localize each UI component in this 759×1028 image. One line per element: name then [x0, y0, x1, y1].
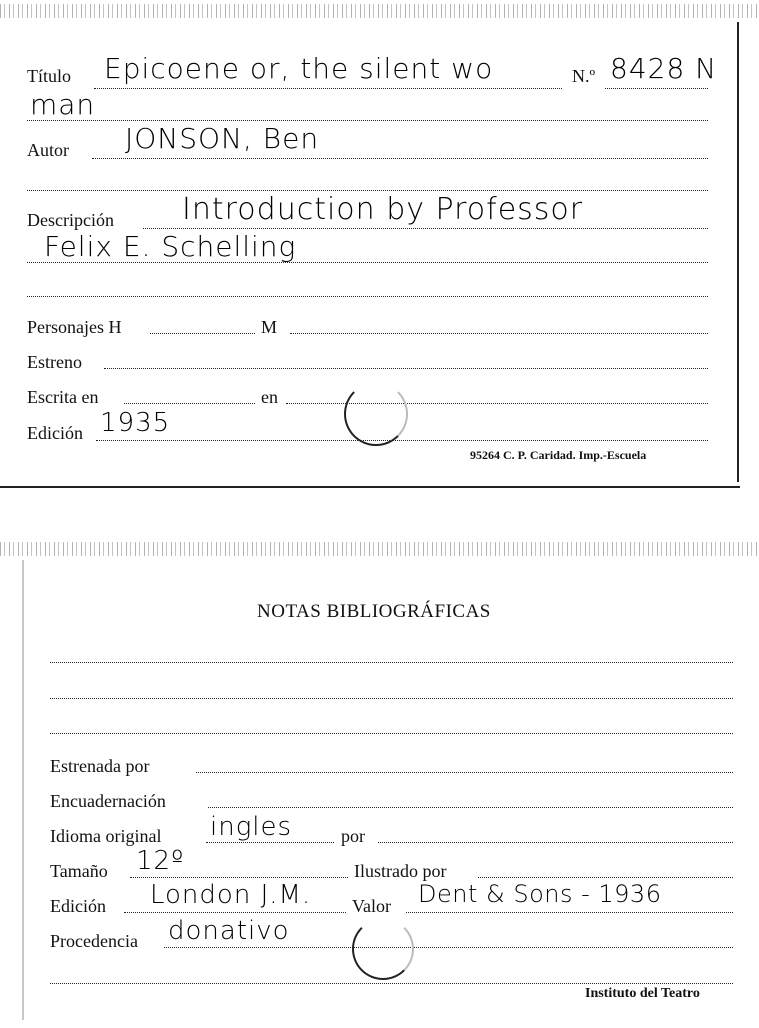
notas-line-1 — [50, 662, 733, 663]
blank-line-1 — [27, 190, 708, 191]
tamano-label: Tamaño — [50, 861, 108, 881]
numero-line — [605, 88, 708, 89]
personajes-m-line — [290, 333, 708, 334]
procedencia-value: donativo — [168, 916, 290, 946]
estrenada-label: Estrenada por — [50, 756, 150, 776]
descripcion-value-1: Introduction by Professor — [182, 192, 584, 227]
ilustrado-label: Ilustrado por — [354, 861, 447, 881]
tamano-value: 12º — [136, 846, 185, 876]
titulo-value-2: man — [30, 88, 96, 121]
notas-heading: NOTAS BIBLIOGRÁFICAS — [257, 601, 491, 622]
notas-line-2 — [50, 698, 733, 699]
titulo-value-1: Epicoene or, the silent wo — [104, 52, 494, 85]
valor-line — [406, 912, 733, 913]
titulo-line-2 — [27, 120, 708, 121]
catalog-card-bottom — [0, 540, 759, 1028]
titulo-line — [94, 88, 562, 89]
escrita-line — [124, 403, 255, 404]
idioma-label: Idioma original — [50, 826, 162, 846]
descripcion-label: Descripción — [27, 210, 114, 230]
escrita-label: Escrita en — [27, 387, 99, 407]
tamano-line — [130, 877, 348, 878]
idioma-value: ingles — [210, 812, 293, 842]
estrenada-line — [196, 772, 733, 773]
por-label: por — [341, 826, 365, 846]
valor-label: Valor — [352, 896, 391, 916]
card-bottom-edge — [0, 486, 740, 488]
procedencia-line — [164, 947, 733, 948]
procedencia-label: Procedencia — [50, 931, 138, 951]
printer-line: 95264 C. P. Caridad. Imp.-Escuela — [470, 448, 647, 462]
punch-hole-top — [344, 382, 408, 446]
card-top-edge — [0, 4, 759, 18]
card-bottom-top-edge — [0, 542, 759, 556]
personajes-h-line — [150, 333, 255, 334]
estreno-line — [104, 368, 708, 369]
autor-line — [92, 158, 708, 159]
bottom-edicion-line — [124, 912, 346, 913]
catalog-card-top — [0, 0, 759, 495]
numero-value: 8428 N — [610, 52, 718, 85]
autor-label: Autor — [27, 140, 69, 160]
encuadernacion-label: Encuadernación — [50, 791, 166, 811]
footer-institute: Instituto del Teatro — [585, 986, 700, 1001]
blank-line-bottom — [50, 983, 733, 984]
estreno-label: Estreno — [27, 352, 82, 372]
valor-value: Dent & Sons - 1936 — [418, 880, 662, 908]
encuadernacion-line — [208, 807, 733, 808]
por-line — [378, 842, 733, 843]
idioma-line — [206, 842, 334, 843]
bottom-edicion-label: Edición — [50, 896, 106, 916]
edicion-label: Edición — [27, 423, 83, 443]
descripcion-value-2: Felix E. Schelling — [44, 230, 297, 263]
edicion-value: 1935 — [100, 408, 171, 438]
titulo-label: Título — [27, 66, 71, 86]
notas-line-3 — [50, 733, 733, 734]
blank-line-2 — [27, 296, 708, 297]
bottom-edicion-value: London J.M. — [150, 880, 312, 910]
numero-label: N.º — [572, 66, 596, 86]
card-right-edge — [737, 22, 739, 482]
m-label: M — [261, 317, 278, 337]
autor-value: JONSON, Ben — [125, 122, 320, 155]
en-label: en — [261, 387, 278, 407]
ilustrado-line — [478, 877, 733, 878]
edicion-line — [96, 440, 708, 441]
descripcion-line-1 — [143, 228, 708, 229]
punch-hole-bottom — [352, 918, 414, 980]
personajes-label: Personajes H — [27, 317, 122, 337]
card-left-edge — [22, 560, 24, 1020]
